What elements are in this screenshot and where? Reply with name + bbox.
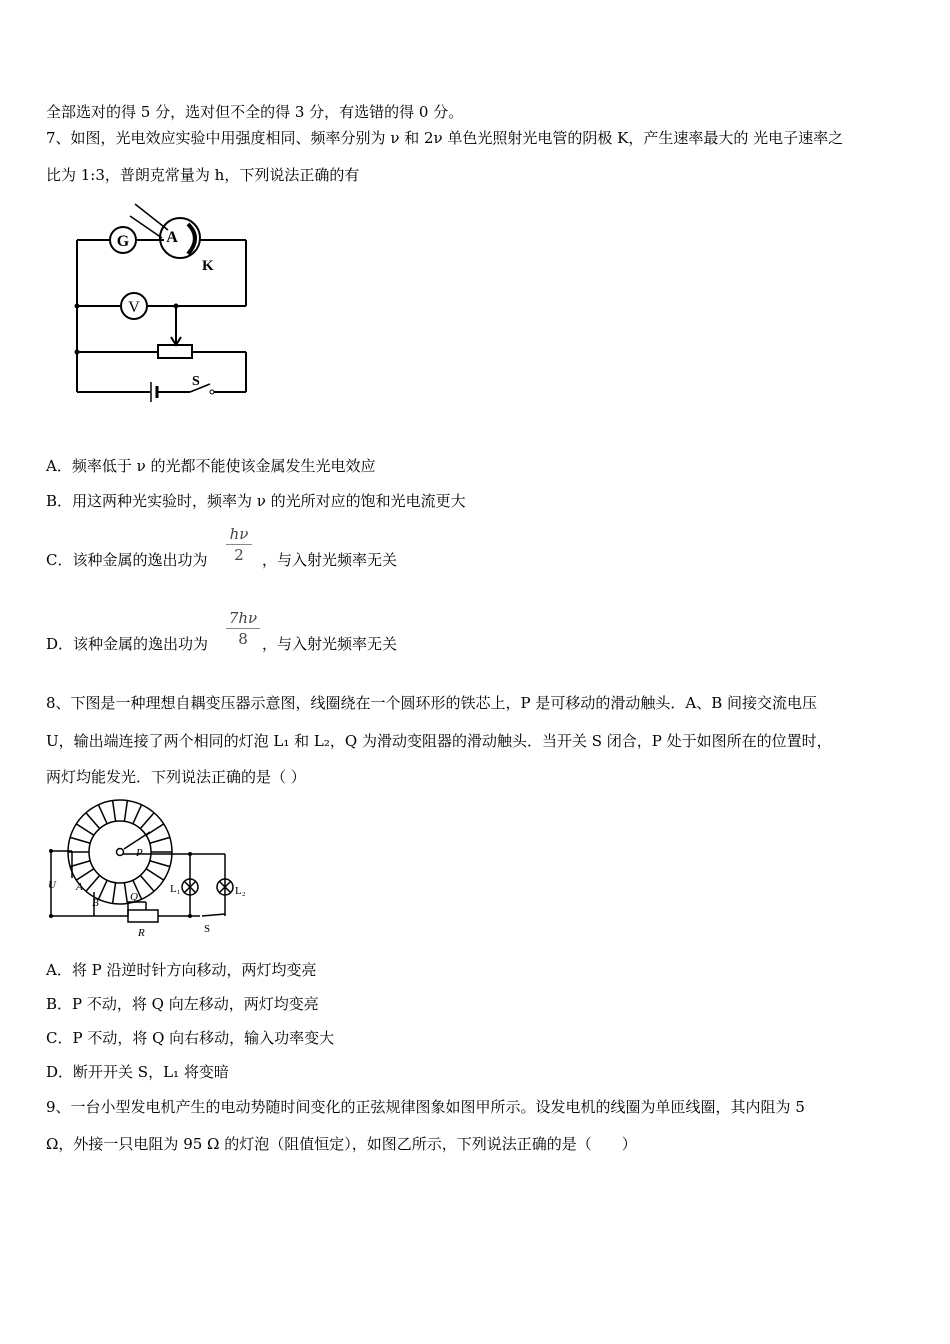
coil-winding: [133, 805, 142, 824]
cathode-k-label: K: [202, 258, 214, 274]
q9-stem-line-1: 9、一台小型发电机产生的电动势随时间变化的正弦规律图象如图甲所示。设发电机的线圈为单匝线圈，其内阻为 5: [46, 1098, 805, 1116]
coil-winding: [113, 883, 116, 904]
q9-stem-line-2: Ω，外接一只电阻为 95 Ω 的灯泡（阻值恒定），如图乙所示，下列说法正确的是（ ）: [46, 1135, 637, 1153]
q7-option-c-fraction: [226, 525, 252, 564]
terminal-a-label: A: [76, 881, 83, 893]
q8-stem-line-3: 两灯均能发光．下列说法正确的是（ ）: [46, 768, 306, 786]
q8-stem-line-2: U，输出端连接了两个相同的灯泡 L₁ 和 L₂，Q 为滑动变阻器的滑动触头．当开关 S 闭合，P 处于如图所在的位置时，: [46, 732, 832, 750]
q7-option-b: B．用这两种光实验时，频率为 ν 的光所对应的饱和光电流更大: [46, 492, 466, 510]
coil-winding: [86, 875, 100, 891]
resistor-r-label: R: [138, 927, 145, 939]
coil-winding: [140, 813, 154, 829]
instruction-text: 全部选对的得 5 分，选对但不全的得 3 分，有选错的得 0 分。: [46, 103, 464, 121]
meter-g-label: G: [116, 233, 130, 250]
coil-winding: [146, 869, 164, 880]
coil-winding: [98, 880, 107, 899]
coil-winding: [86, 813, 100, 829]
coil-winding: [150, 837, 170, 843]
q7-option-d-suffix: ，与入射光频率无关: [262, 635, 398, 653]
q7-option-a: A．频率低于 ν 的光都不能使该金属发生光电效应: [46, 457, 376, 475]
coil-winding: [124, 883, 127, 904]
terminal-b-label: B: [92, 897, 99, 909]
q8-option-a: A．将 P 沿逆时针方向移动，两灯均变亮: [46, 961, 317, 979]
coil-winding: [98, 805, 107, 824]
q7-option-d-fraction: [226, 609, 260, 648]
coil-winding: [70, 861, 90, 867]
lamp-l1-label: L₁: [170, 883, 181, 895]
q8-transformer-diagram: [42, 796, 254, 944]
q8-option-b: B．P 不动，将 Q 向左移动，两灯均变亮: [46, 995, 319, 1013]
fraction-numerator: hν: [229, 525, 249, 543]
fraction-denominator: 8: [238, 630, 248, 648]
q7-stem-line-2: 比为 1:3，普朗克常量为 h，下列说法正确的有: [46, 166, 360, 184]
q7-circuit-diagram: [60, 196, 260, 406]
q7-option-d-prefix: D．该种金属的逸出功为: [46, 635, 209, 653]
coil-winding: [76, 869, 94, 880]
coil-winding: [70, 837, 90, 843]
q7-stem-line-1: 7、如图，光电效应实验中用强度相同、频率分别为 ν 和 2ν 单色光照射光电管的阴极 K，产生速率最大的 光电子速率之: [46, 129, 844, 147]
voltage-u-label: U: [48, 879, 56, 891]
lamp-l2-label: L₂: [235, 885, 246, 897]
coil-winding: [150, 861, 170, 867]
anode-a-label: A: [166, 229, 178, 246]
q8-stem-line-1: 8、下图是一种理想自耦变压器示意图，线圈绕在一个圆环形的铁芯上，P 是可移动的滑动触头．A、B 间接交流电压: [46, 694, 818, 712]
fraction-denominator: 2: [234, 546, 244, 564]
coil-winding: [113, 801, 116, 822]
q7-option-c-suffix: ，与入射光频率无关: [262, 551, 398, 569]
coil-winding: [140, 875, 154, 891]
switch-s-label: S: [204, 923, 211, 935]
switch-s-label: S: [192, 374, 200, 389]
q8-option-d: D．断开开关 S，L₁ 将变暗: [46, 1063, 229, 1081]
coil-winding: [124, 801, 127, 822]
q7-option-c-prefix: C．该种金属的逸出功为: [46, 551, 208, 569]
voltmeter-v-label: V: [128, 299, 140, 316]
coil-winding: [76, 824, 94, 835]
slider-p-label: P: [136, 847, 143, 859]
fraction-numerator: 7hν: [228, 609, 258, 627]
rheostat-q-label: Q: [130, 891, 138, 903]
q8-option-c: C．P 不动，将 Q 向右移动，输入功率变大: [46, 1029, 335, 1047]
